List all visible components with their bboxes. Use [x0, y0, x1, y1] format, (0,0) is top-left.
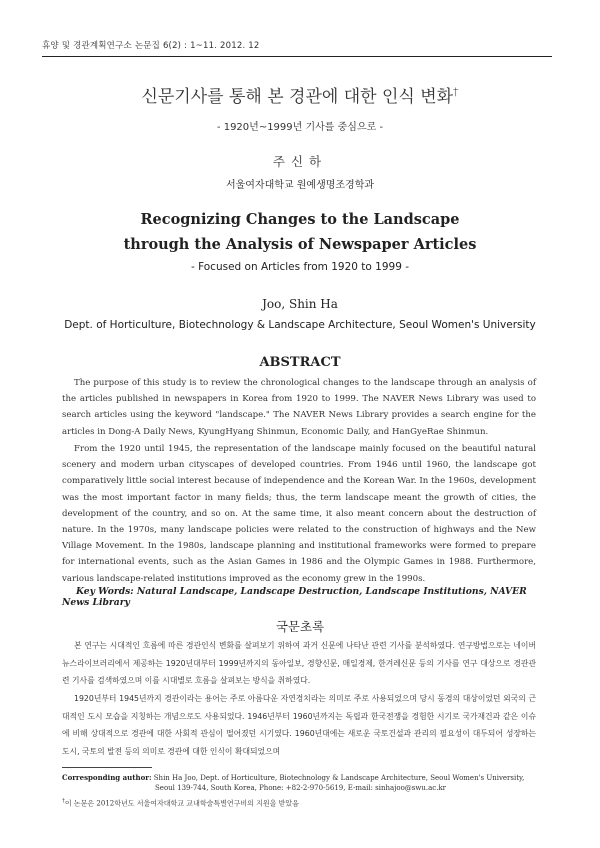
footnote-rule — [62, 767, 152, 768]
footnote-line2: Seoul 139-744, South Korea, Phone: +82-2-970-5619, E-mail: sinhajoo@swu.ac.kr — [155, 784, 447, 792]
korean-abstract-paragraph-1 — [62, 637, 536, 690]
korean-abstract-text: 본 연구는 시대적인 흐름에 따른 경관인식 변화를 살펴보기 위하여 과거 신문에 나타난 관련 기사를 분석하였다. 연구방법으로는 네이버 뉴스라이브러리에서 제공하는 1920년대부터 1999년까지의 동아일보, 경향신문, 매일경제, 한겨레신문 등의 기사를 연구 대상으로 경관관련 기사를 검색하였으며 이를 시대별로 흐름을 살펴보는 방식을 취하였다. — [62, 641, 536, 686]
footnote-label: Corresponding author: — [62, 773, 152, 782]
korean-affiliation: 서울여자대학교 원예생명조경학과 — [225, 180, 375, 191]
abstract-text: The purpose of this study is to review the chronological changes to the landscape through an analysis of the articles published in newspapers in Korea from 1920 to 1999. The NAVER News Library was used to search articles using the keyword "landscape." The NAVER News Library provides a search engine for the articles in Dong-A Daily News, KyungHyang Shinmun, Economic Daily, and HanGyeRae Shinmun. — [62, 378, 536, 437]
keywords: Key Words: Natural Landscape, Landscape Destruction, Landscape Institutions, NAVER News Library — [62, 586, 527, 608]
english-title-line1: Recognizing Changes to the Landscape — [140, 211, 460, 228]
footnote-dagger-mark: † — [62, 798, 65, 804]
running-header: 휴양 및 경관계획연구소 논문집 6(2) : 1~11. 2012. 12 — [42, 41, 260, 51]
footnote-funding-text: 이 논문은 2012학년도 서울여자대학교 교내학술특별연구비의 지원을 받았음 — [64, 799, 299, 808]
korean-subtitle: - 1920년~1999년 기사를 중심으로 - — [216, 122, 384, 133]
abstract-paragraph-2 — [62, 441, 536, 587]
korean-author: 주신하 — [272, 154, 328, 169]
korean-abstract-paragraph-2 — [62, 690, 536, 760]
english-affiliation: Dept. of Horticulture, Biotechnology & Landscape Architecture, Seoul Women's University — [64, 319, 536, 331]
abstract-text: From the 1920 until 1945, the representation of the landscape mainly focused on the beautiful natural scenery and modern urban cityscapes of developed countries. From 1946 until 1960, the landscape got comparatively little social interest because of independence and the Korean War. In the 1960s, development was the most important factor in many fields; thus, the term landscape meant the growth of cities, the development of the country, and so on. At the same time, it also meant concern about the destruction of nature. In the 1970s, many landscape policies were related to the construction of highways and the New Village Movement. In the 1980s, landscape planning and institutional frameworks were formed to prepare for international events, such as the Asian Games in 1986 and the Olympic Games in 1988. Furthermore, various landscape-related institutions improved as the economy grew in the 1990s. — [62, 444, 536, 584]
footnote-funding — [62, 796, 542, 809]
english-subtitle: - Focused on Articles from 1920 to 1999 - — [190, 261, 410, 273]
english-title-line2: through the Analysis of Newspaper Articles — [123, 236, 477, 253]
korean-title — [0, 82, 600, 107]
korean-title-text: 신문기사를 통해 본 경관에 대한 인식 변화 — [141, 87, 454, 107]
korean-abstract-text: 1920년부터 1945년까지 경관이라는 용어는 주로 아름다운 자연경치라는 의미로 주로 사용되었으며 당시 동경의 대상이었던 외국의 근대적인 도시 모습을 지칭하는 개념으로도 사용되었다. 1946년부터 1960년까지는 독립과 한국전쟁을 경험한 시기로 국가재건과 같은 이슈에 비해 상대적으로 경관에 대한 사회적 관심이 떨어졌던 시기였다. 1960년대에는 새로운 국토건설과 관리의 필요성이 대두되어 성장하는 도시, 국토의 발전 등의 의미로 경관에 대한 인식이 확대되었으며 — [62, 694, 536, 756]
korean-abstract-heading: 국문초록 — [275, 619, 325, 634]
title-dagger-mark: † — [453, 85, 459, 99]
abstract-heading: ABSTRACT — [259, 355, 341, 370]
header-rule — [42, 56, 552, 57]
english-author: Joo, Shin Ha — [262, 297, 338, 311]
abstract-paragraph-1 — [62, 375, 536, 440]
footnote-line1: Shin Ha Joo, Dept. of Horticulture, Biotechnology & Landscape Architecture, Seoul Women's University, — [153, 774, 525, 782]
